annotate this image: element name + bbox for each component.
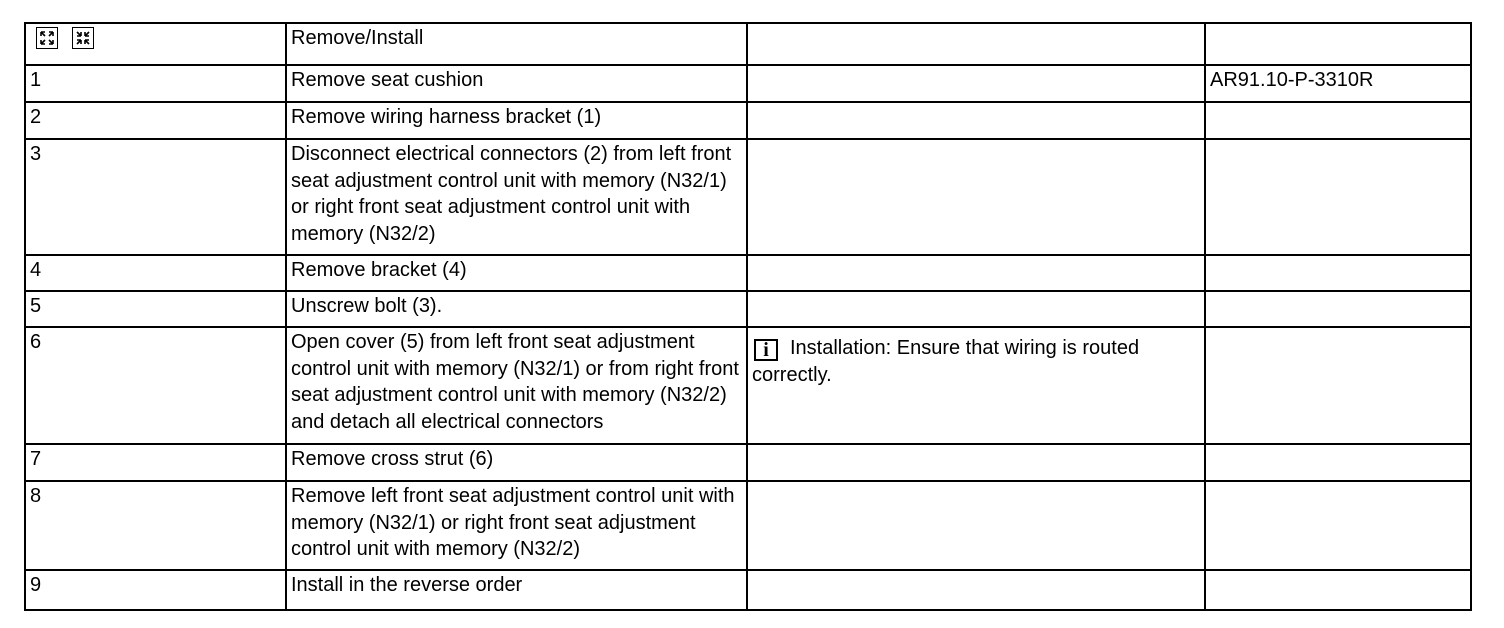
step-note [747, 327, 1205, 444]
step-text: Open cover (5) from left front seat adjustment control unit with memory (N32/1) or from right front seat adjustment control unit with memory (N32/2) and detach all electrical connectors [286, 327, 747, 444]
step-note [747, 481, 1205, 570]
step-text: Install in the reverse order [286, 570, 747, 610]
step-text: Unscrew bolt (3). [286, 291, 747, 327]
step-number: 9 [25, 570, 286, 610]
step-text: Remove seat cushion [286, 65, 747, 102]
table-row [25, 327, 1471, 444]
icon-cell [25, 23, 286, 65]
step-text: Disconnect electrical connectors (2) from left front seat adjustment control unit with memory (N32/1) or right front seat adjustment control unit with memory (N32/2) [286, 139, 747, 255]
step-number: 3 [25, 139, 286, 255]
step-number: 1 [25, 65, 286, 102]
installation-note: Installation: Ensure that wiring is routed correctly. [752, 337, 1140, 386]
info-icon: i [754, 339, 778, 361]
step-text: Remove left front seat adjustment control unit with memory (N32/1) or right front seat adjustment control unit with memory (N32/2) [286, 481, 747, 570]
table-row [25, 570, 1471, 610]
step-reference [1205, 139, 1471, 255]
step-reference [1205, 481, 1471, 570]
expand-icon[interactable] [36, 27, 58, 49]
table-row [25, 255, 1471, 291]
step-number: 8 [25, 481, 286, 570]
table-row [25, 481, 1471, 570]
step-note [747, 139, 1205, 255]
step-number: 4 [25, 255, 286, 291]
table-row [25, 139, 1471, 255]
step-number: 5 [25, 291, 286, 327]
table-row [25, 291, 1471, 327]
step-reference [1205, 570, 1471, 610]
header-reference-cell [1205, 23, 1471, 65]
step-note [747, 570, 1205, 610]
table-row [25, 102, 1471, 139]
step-reference [1205, 444, 1471, 481]
step-reference[interactable]: AR91.10-P-3310R [1205, 65, 1471, 102]
step-note [747, 255, 1205, 291]
procedure-table [24, 22, 1472, 611]
step-text: Remove wiring harness bracket (1) [286, 102, 747, 139]
collapse-icon[interactable] [72, 27, 94, 49]
step-note [747, 291, 1205, 327]
table-row [25, 65, 1471, 102]
step-reference [1205, 102, 1471, 139]
step-text: Remove cross strut (6) [286, 444, 747, 481]
step-note [747, 444, 1205, 481]
header-row [25, 23, 1471, 65]
step-number: 2 [25, 102, 286, 139]
header-note-cell [747, 23, 1205, 65]
step-note [747, 65, 1205, 102]
step-number: 7 [25, 444, 286, 481]
table-row [25, 444, 1471, 481]
step-text: Remove bracket (4) [286, 255, 747, 291]
step-number: 6 [25, 327, 286, 444]
step-note [747, 102, 1205, 139]
step-reference [1205, 291, 1471, 327]
step-reference [1205, 327, 1471, 444]
step-reference [1205, 255, 1471, 291]
action-label: Remove/Install [286, 23, 747, 65]
